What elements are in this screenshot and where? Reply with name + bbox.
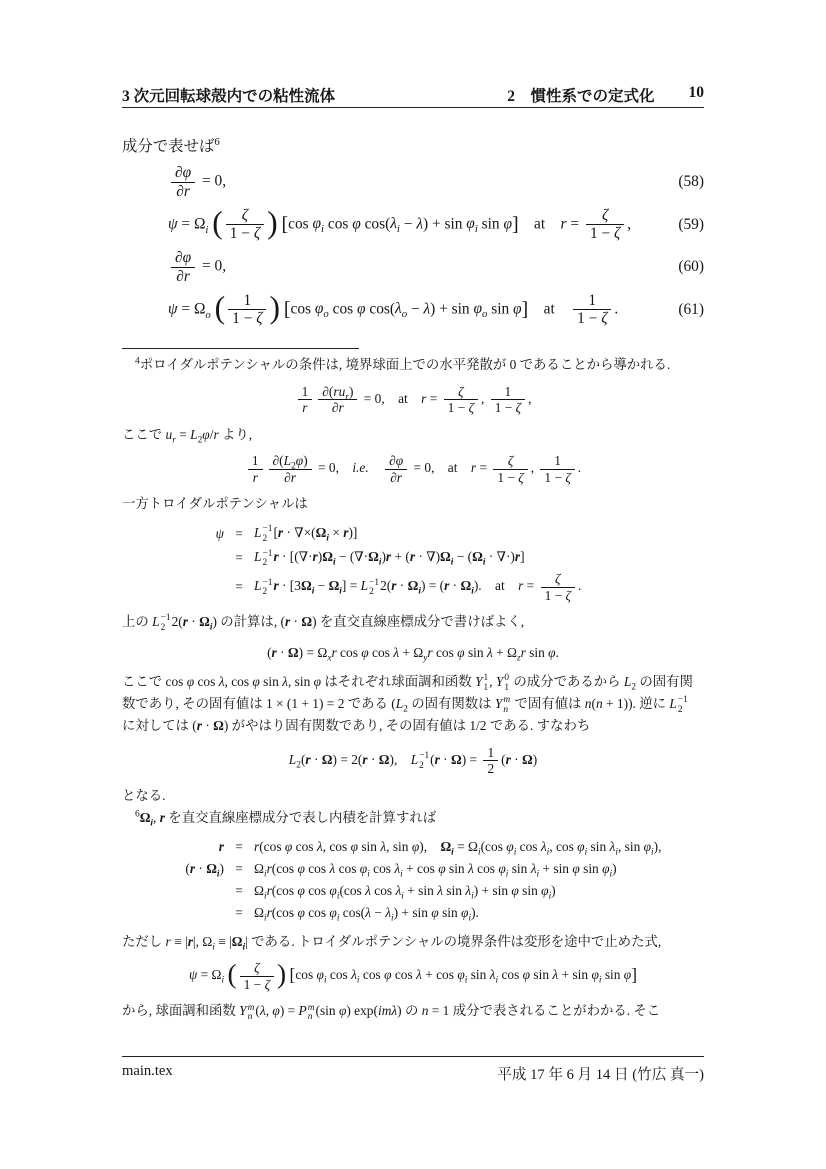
equation-59-number: (59): [678, 215, 704, 233]
header-running-title: 3 次元回転球殻内での粘性流体: [122, 88, 336, 105]
footnote-4-text-5: ここで cos φ cos λ, cos φ sin λ, sin φ はそれぞれ球面調和函数 Y 1 1 , Y 0 1 の成分であるから $L_2$ の固有関数であり, その固有値は 1 × (1 + 1) = 2 である ($L_2$ の固有関数は Y m n で固有値は n(n + 1)). 逆に L −1 2 に対しては (r · Ω) がやはり固有関数であり, その固有値は 1/2 である. すなわち: [122, 673, 693, 734]
derivation-rhs: $\Omega_ir(\cos$ φ $\cos \varphi_i(\cos$ λ $\cos \lambda_i + \sin \lambda$ $\sin \lambda_i) + \sin \varphi$ $\sin \varphi_i$): [254, 882, 556, 902]
footnote-6-derivation: [162, 837, 704, 922]
footer-date: 平成 17 年 6 月 14 日 (竹広 真一): [497, 1067, 704, 1083]
footnote-4-text-3: 一方トロイダルポテンシャルは: [122, 496, 308, 512]
derivation-lhs: ψ: [215, 526, 224, 542]
footnote-4-equation-5: $L_2(r \cdot \Omega) = 2(r \cdot \Omega)$, L −1 2 (r · Ω) = $\frac{1}{2}$ (r · Ω): [288, 744, 538, 777]
equation-58: [122, 164, 704, 200]
derivation-relation: =: [235, 579, 243, 595]
equation-61-body: $\psi = \Omega_o$ ( $\frac{1}{1 - \zeta}$ ) [cos $\varphi_o$ cos φ $\cos(\lambda_o - \lambda) + \sin \varphi_o$ sin φ] at $\frac{1}{1 - \zeta}$ .: [168, 289, 619, 328]
derivation-rhs: L −1 2 $r \cdot [3\Omega_i - \Omega_i] = L$ −1 2 $2(r \cdot \Omega_i) = (r \cdot \Omega_i)$. at r = $\frac{\zeta}{1 - \zeta}$ .: [254, 571, 582, 603]
footnote-rule: [122, 348, 359, 349]
derivation-row: [162, 547, 704, 569]
derivation-rhs: L −1 2 $r \cdot [(\nabla\cdot r)\Omega_i - (\nabla\cdot\Omega_i)r + (r \cdot \nabla)\Omega_i - (\Omega_i \cdot \nabla\cdot)r]$: [254, 548, 525, 569]
page-header: [122, 84, 704, 106]
footnote-6: [122, 808, 704, 1023]
equation-60-body: $\frac{\partial\varphi}{\partial r}$ = 0,: [168, 249, 670, 285]
equation-60: [122, 249, 704, 285]
footnote-4: [122, 355, 704, 806]
header-rule: [122, 107, 704, 108]
footnote-4-text-1: $^4$ポロイダルポテンシャルの条件は, 境界球面上での水平発散が 0 であることから導かれる.: [135, 356, 671, 372]
header-page-number: 10: [688, 84, 704, 101]
equation-61: [122, 289, 704, 328]
footnote-6-text-1: $^6\Omega_i$, r を直交直線座標成分で表し内積を計算すれば: [135, 810, 437, 830]
header-section-title: 2 慣性系での定式化: [507, 88, 655, 105]
footnote-6-equation-2: $\psi = \Omega_i$ ( $\frac{\zeta}{1 - \zeta}$ ) [cos $\varphi_i$ $\cos \lambda_i$ cos φ $\cos \lambda + \cos \varphi_i$ $\sin \lambda_i$ cos φ $\sin \lambda + \sin \varphi_i$ sin φ]: [188, 959, 638, 992]
footer-rule: [122, 1056, 704, 1057]
lead-text: 成分で表せば$^6$: [122, 135, 220, 155]
equation-61-number: (61): [678, 300, 704, 318]
footnote-4-derivation: [162, 523, 704, 603]
derivation-relation: =: [235, 550, 243, 566]
derivation-relation: =: [235, 839, 243, 855]
page-body: [122, 136, 704, 1026]
footnote-6-text-3: から, 球面調和函数 Y m n (λ, φ) = P m n (sin φ) exp(imλ) の n = 1 成分で表されることがわかる. そこ: [122, 1002, 661, 1023]
derivation-rhs: L −1 2 $[r \cdot \nabla\times(\Omega_i \times r)]$: [254, 524, 358, 545]
equation-60-number: (60): [678, 258, 704, 276]
footnote-4-equation-1: $\frac{1}{r}$ $\frac{\partial(ru_r)}{\partial r}$ = 0, at r = $\frac{\zeta}{1 - \zeta}$ , $\frac{1}{1 - \zeta}$ ,: [122, 384, 704, 416]
footer-filename: main.tex: [122, 1063, 173, 1079]
derivation-row: [162, 881, 704, 901]
footnote-4-equation-2: $\frac{1}{r}$ $\frac{\partial(L_2\varphi)}{\partial r}$ = 0, i.e. $\frac{\partial\varphi}{\partial r}$ = 0, at r = $\frac{\zeta}{1 - \zeta}$ , $\frac{1}{1 - \zeta}$ .: [122, 453, 704, 485]
derivation-row: [162, 523, 704, 545]
derivation-rhs: $\Omega_ir(\cos$ φ cos λ $\cos \varphi_i$ $\cos \lambda_i + \cos \varphi$ sin λ $\cos \varphi_i$ $\sin \lambda_i + \sin \varphi$ $\sin \varphi_i$): [254, 861, 617, 880]
equation-59: [122, 204, 704, 243]
derivation-relation: =: [235, 861, 243, 877]
derivation-lhs: r: [218, 839, 224, 855]
derivation-row: [162, 859, 704, 879]
footnote-4-equation-4: $(r \cdot \Omega) = \Omega_xr$ cos φ $\cos \lambda + \Omega_yr$ cos φ $\sin \lambda + \Omega_zr$ sin φ.: [267, 645, 559, 664]
derivation-row: [162, 903, 704, 923]
equation-58-number: (58): [678, 173, 704, 191]
equation-58-body: $\frac{\partial\varphi}{\partial r}$ = 0,: [168, 164, 670, 200]
footnote-4-text-6: となる.: [122, 787, 166, 803]
footnote-6-text-2: ただし r ≡ |r|, $\Omega_i \equiv |\Omega_i|$ である. トロイダルポテンシャルの境界条件は変形を途中で止めた式,: [122, 933, 662, 953]
derivation-row: [162, 837, 704, 857]
equation-block: [122, 164, 704, 328]
page-footer: [122, 1063, 704, 1084]
equation-59-body: $\psi = \Omega_i$ ( $\frac{\zeta}{1 - \zeta}$ ) [cos $\varphi_i$ cos φ $\cos(\lambda_i - \lambda) + \sin \varphi_i$ sin φ] at r = $\frac{\zeta}{1 - \zeta}$ ,: [168, 204, 632, 243]
footnote-4-text-4: 上の L −1 2 $2(r \cdot \Omega_i)$ の計算は, (r · Ω) を直交直線座標成分で書けばよく,: [122, 613, 525, 634]
derivation-rhs: r(cos φ cos λ, cos φ sin λ, sin φ), $\Omega_i = \Omega_i(\cos$ $\varphi_i$ $\cos \lambda_i$, $\cos \varphi_i$ $\sin \lambda_i$, $\sin \varphi_i$),: [254, 839, 662, 858]
derivation-relation: =: [235, 904, 243, 920]
derivation-relation: =: [235, 882, 243, 898]
derivation-relation: =: [235, 526, 243, 542]
header-section-block: [507, 84, 704, 106]
derivation-rhs: $\Omega_ir(\cos$ φ $\cos \varphi_i$ $\cos(\lambda - \lambda_i) + \sin \varphi$ $\sin \varphi_i$).: [254, 904, 479, 924]
derivation-lhs: $(r \cdot \Omega_i)$: [185, 861, 224, 880]
footnote-4-text-2: ここで $u_r = L_2\varphi/r$ より,: [122, 426, 253, 446]
derivation-row: [162, 571, 704, 603]
